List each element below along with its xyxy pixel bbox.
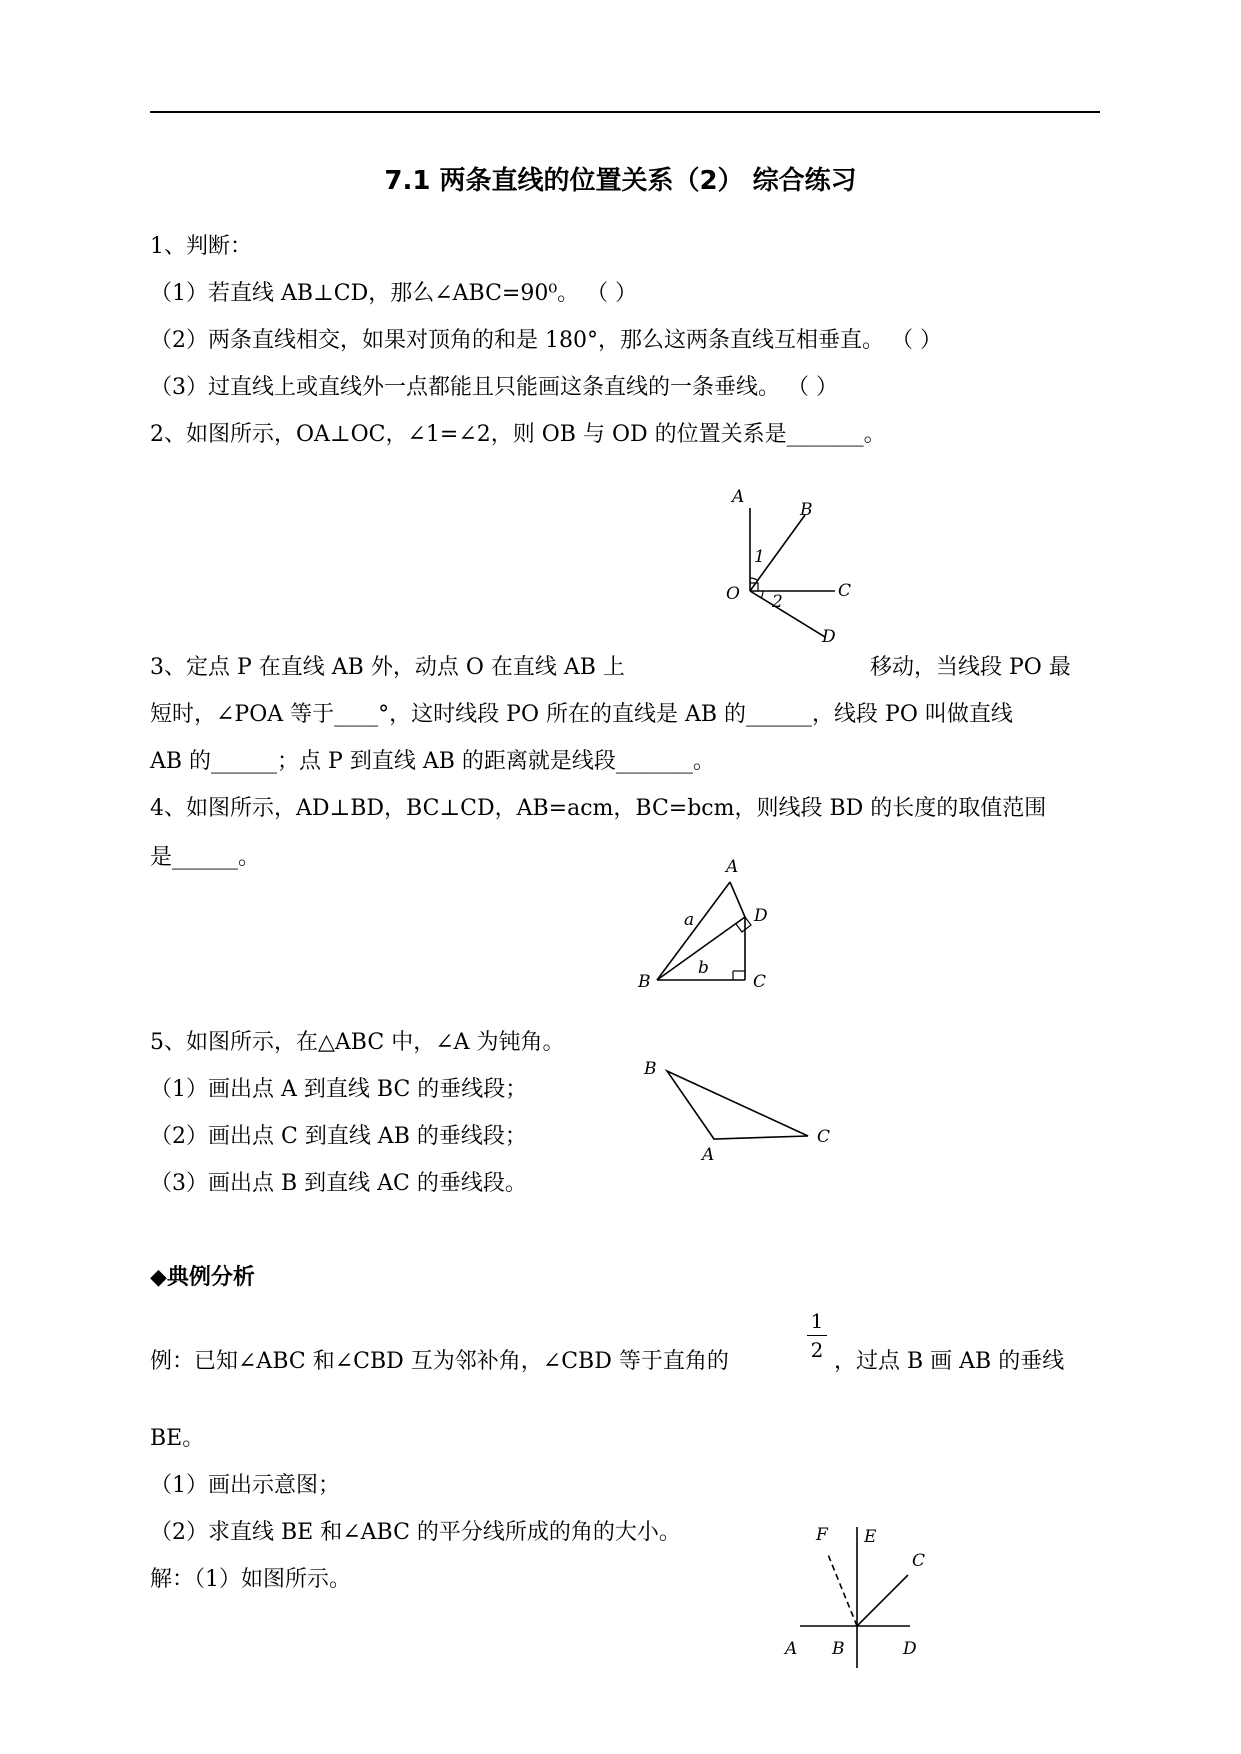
q2-label-B: B [800,500,813,520]
example-label-A: A [785,1639,798,1659]
q4-label-b: b [698,958,709,978]
example-solution: 解：（1）如图所示。 [150,1567,351,1592]
q1-item-2: （2）两条直线相交，如果对顶角的和是 180°，那么这两条直线互相垂直。 （ ） [150,328,942,353]
q2-label-O: O [726,584,740,604]
q2-text: 2、如图所示，OA⊥OC，∠1=∠2，则 OB 与 OD 的位置关系是_______。 [150,422,886,447]
q4-line1: 4、如图所示，AD⊥BD，BC⊥CD，AB=acm，BC=bcm，则线段 BD 的长度的取值范围 [150,796,1047,821]
q1-stem: 1、判断： [150,234,252,259]
example-label-E: E [864,1527,877,1547]
q5-item-1: （1）画出点 A 到直线 BC 的垂线段； [150,1077,528,1102]
q3-line1-left: 3、定点 P 在直线 AB 外，动点 O 在直线 AB 上 [150,655,625,680]
example-line2: BE。 [150,1426,205,1451]
fraction-bar [807,1335,827,1336]
q5-label-A: A [702,1145,715,1165]
q2-label-D: D [822,627,836,647]
q5-item-2: （2）画出点 C 到直线 AB 的垂线段； [150,1124,527,1149]
q4-label-A: A [726,857,739,877]
example-label-D: D [903,1639,917,1659]
q4-label-a: a [684,910,695,930]
q3-line1-right: 移动，当线段 PO 最 [870,655,1071,680]
fraction-one-half [807,1309,827,1362]
q4-figure [630,855,810,995]
example-label-F: F [816,1525,828,1545]
q2-label-A: A [732,487,745,507]
q3-line3: AB 的______；点 P 到直线 AB 的距离就是线段_______。 [150,749,715,774]
example-line1-right: ，过点 B 画 AB 的垂线 [834,1349,1065,1374]
example-figure [780,1510,940,1680]
q4-label-D: D [754,906,768,926]
q3-line2: 短时，∠POA 等于____°，这时线段 PO 所在的直线是 AB 的______，线段 PO 叫做直线 [150,702,1013,727]
q2-label-C: C [838,581,852,601]
q5-label-B: B [644,1059,657,1079]
example-line1-left: 例：已知∠ABC 和∠CBD 互为邻补角，∠CBD 等于直角的 [150,1349,729,1374]
example-item-1: （1）画出示意图； [150,1473,340,1498]
section-title: ◆典例分析 [150,1265,255,1290]
example-item-2: （2）求直线 BE 和∠ABC 的平分线所成的角的大小。 [150,1520,681,1545]
q2-figure [710,487,870,650]
fraction-numerator: 1 [810,1309,824,1333]
example-label-C: C [912,1551,926,1571]
q1-item-3: （3）过直线上或直线外一点都能且只能画这条直线的一条垂线。 （ ） [150,375,838,400]
q2-label-2: 2 [772,592,783,612]
q4-line2: 是______。 [150,845,261,870]
page-title: 7.1 两条直线的位置关系（2） 综合练习 [384,166,857,196]
q5-stem: 5、如图所示，在△ABC 中，∠A 为钝角。 [150,1030,565,1055]
q2-label-1: 1 [754,547,765,567]
q5-item-3: （3）画出点 B 到直线 AC 的垂线段。 [150,1171,527,1196]
q5-label-C: C [817,1127,831,1147]
fraction-denominator: 2 [810,1338,824,1362]
q5-figure [630,1050,850,1170]
q4-label-C: C [753,972,767,992]
q4-label-B: B [638,972,651,992]
example-label-B: B [832,1639,845,1659]
header-rule [150,111,1100,113]
q1-item-1: （1）若直线 AB⊥CD，那么∠ABC=90⁰。 （ ） [150,281,638,306]
